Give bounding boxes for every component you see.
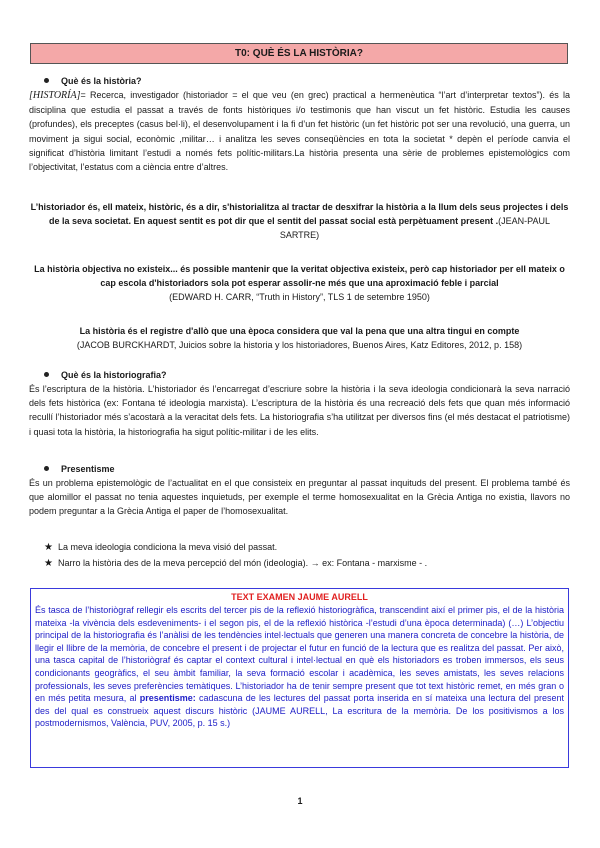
heading-presentisme: Presentisme <box>44 462 115 476</box>
exam-title: TEXT EXAMEN JAUME AURELL <box>231 592 368 602</box>
exam-body: És tasca de l’historiògraf rellegir els escrits del tercer pis de la reflexió historiogràfica, transcendint així el primer pis, el de la història mateixa -la vivència dels esdeveniments- i el segon pis, el de la reflexió històrica -l’estudi d’una època determinada) (…) L’objectiu principal de la historiografia és l’anàlisi de les tendències intel·lectuals que generen una manera concreta de concebre la història, de llegir el llibre de la memòria, de concebre el present i de projectar el futur en funció de la lectura que es realitza del passat. Per això, una tasca capital de l’historiògraf és captar el context cultural i intel·lectual en què els historiadors es troben immersos, els seus condicionants geogràfics, el seu àmbit familiar, la seva formació escolar i acadèmica, les seves amistats, les seves relacions professionals, les seves preferències temàtiques. L’historiador ha de tenir sempre present que tot text històric remet, en més gran o en més petita mesura, al presentisme: cadascuna de les lectures del passat porta inserida en sí mateixa una lectura del present des del qual es construeix aquest discurs històric (JAUME AURELL, La escritura de la memòria. De los positivismos a los postmodernismos, València, PUV, 2005, p. 15 s.) <box>35 605 564 729</box>
heading-historiografia: Què és la historiografia? <box>44 368 167 382</box>
heading-que-es-historia: Què és la història? <box>44 74 142 88</box>
page-number: 1 <box>297 796 303 806</box>
paragraph-definition: [HISTORÍA]= Recerca, investigador (historiador = el que veu (en grec) practical a hermenèutica “l’art d’interpretar textos”). és la disciplina que estudia el passat a través de fonts històriques i/o testimonis que han viscut un fet històric. Estudia les causes (profundes), els preceptes (casus bel·li), el desenvolupament i la fi d’un fet històric (un fet històric pot ser una revolució, una guerra, un moviment ja sigui social, econòmic ,militar… i analitza les seves conseqüències en tota la societat * depèn el període canvia el significat d’història limitant l’estudi a només fets polític-militars.La història presenta una sèrie de problemes epistemològics com l’objectivitat, l’estatus com a ciència entre d’altres. <box>29 90 570 173</box>
star-item-2: ★ Narro la història des de la meva percepció del món (ideologia). → ex: Fontana - marxisme - . <box>44 558 428 569</box>
bullet-dot-icon <box>44 78 49 83</box>
quote-carr: La història objectiva no existeix... és possible mantenir que la veritat objectiva existeix, però cap historiador per ell mateix o cap escola d'historiadors sola pot esperar assolir-ne més que una aproximació feble i parcial (EDWARD H. CARR, “Truth in History”, TLS 1 de setembre 1950) <box>34 264 565 303</box>
term-historia: [HISTORÍA] <box>29 90 81 101</box>
star-item-1: ★ La meva ideologia condiciona la meva visió del passat. <box>44 542 278 553</box>
star-icon: ★ <box>44 542 53 553</box>
exam-text-box <box>30 588 569 768</box>
bullet-dot-icon <box>44 466 49 471</box>
paragraph-historiografia: És l’escriptura de la història. L’historiador és l’encarregat d’escriure sobre la història i la seva ideologia condicionarà la seva narració dels fets històrica (ex: Fontana té ideologia marxista). L’escriptura de la història és una recreació dels fets que quan més informació recullí l’historiador més s’acostarà a la veracitat dels fets. La historiografia s’ha utilitzat per diversos fins (el més destacat el patriotisme) i quasi tota la història, la historiografia ha sigut polític-militar i de les elits. <box>29 384 570 437</box>
quote-burckhardt: La història és el registre d'allò que una època considera que val la pena que una altra tingui en compte (JACOB BURCKHARDT, Juicios sobre la historia y los historiadores, Buenos Aires, Katz Editores, 2012, p. 158) <box>76 326 523 351</box>
quote-sartre: L’historiador és, ell mateix, històric, és a dir, s'historialitza al tractar de desxifrar la història a la llum dels seus projectes i dels de la seva societat. En aquest sentit es pot dir que el sentit del passat social està perpètuament present .(JEAN-PAUL SARTRE) <box>30 202 569 241</box>
bullet-dot-icon <box>44 372 49 377</box>
paragraph-presentisme: És un problema epistemològic de l’actualitat en el que consisteix en preguntar al passat inquituds del present. El problema també és que alomillor el passat no tenia aquestes inquietuds, per exemple el terme homosexualitat en la Grècia Antiga no existia, llavors no podem preguntar a la Grècia Antiga el paper de l’homosexualitat. <box>29 478 570 517</box>
star-icon: ★ <box>44 558 53 569</box>
page-title: T0: QUÈ ÉS LA HISTÒRIA? <box>30 43 568 64</box>
